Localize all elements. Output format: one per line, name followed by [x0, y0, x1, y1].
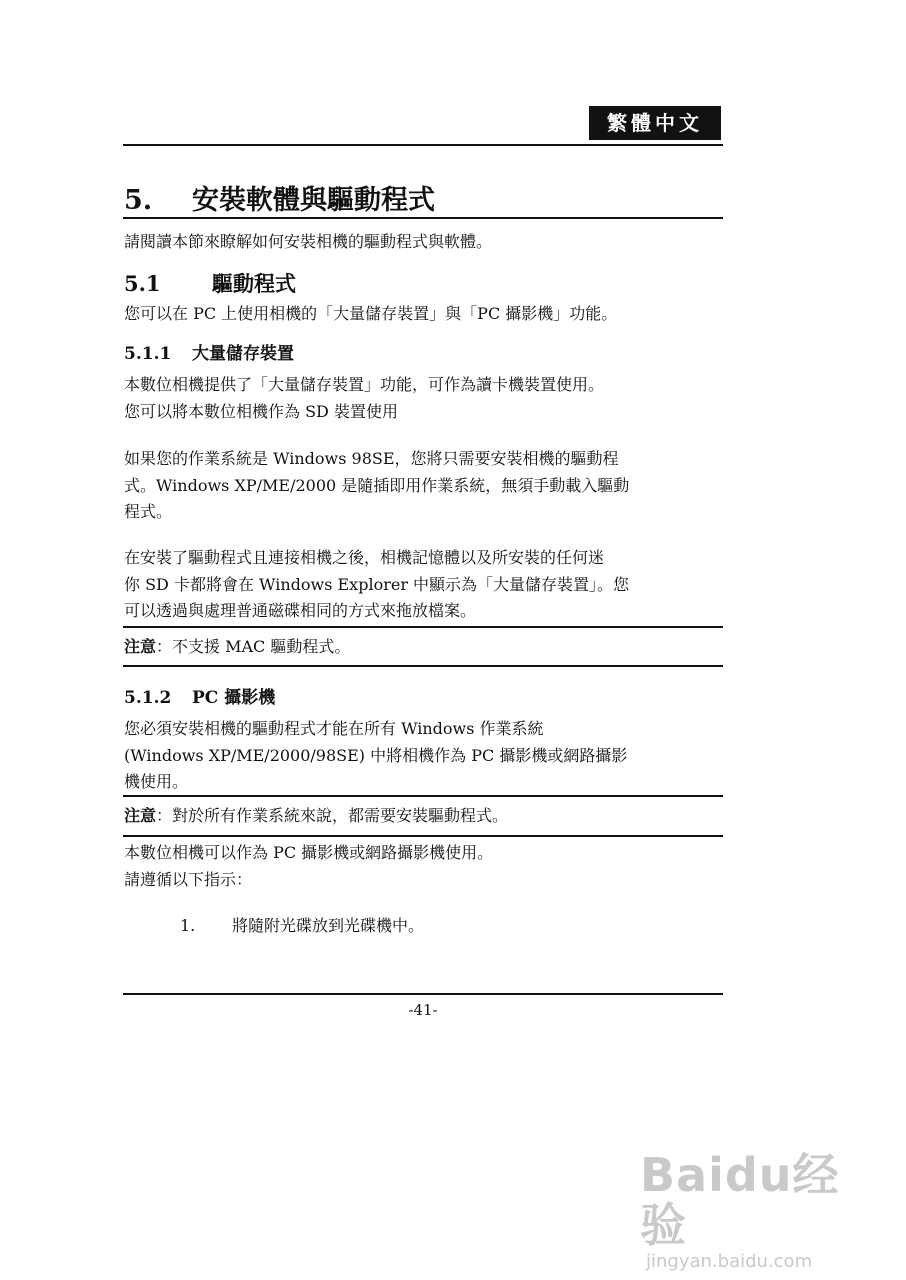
paragraph: [124, 446, 724, 526]
note-rule-top: [123, 626, 723, 628]
paragraph-line: 在安裝了驅動程式且連接相機之後，相機記憶體以及所安裝的任何迷: [124, 548, 605, 567]
paragraph-line: 可以透過與處理普通磁碟相同的方式來拖放檔案。: [124, 601, 477, 620]
paragraph-line: 機使用。: [124, 772, 189, 791]
paragraph-line: 程式。: [124, 502, 173, 521]
subsection-title: PC 攝影機: [192, 688, 276, 708]
page-number: -41-: [408, 1001, 438, 1019]
paragraph-line: 您可以將本數位相機作為 SD 裝置使用: [124, 401, 398, 421]
subsection-title: 大量儲存裝置: [192, 344, 294, 364]
note-text: ：不支援 MAC 驅動程式。: [156, 637, 351, 656]
note-rule-top: [123, 795, 723, 797]
paragraph-line: (Windows XP/ME/2000/98SE) 中將相機作為 PC 攝影機或網路攝影: [124, 745, 628, 765]
paragraph: [124, 716, 724, 796]
watermark-url: jingyan.baidu.com: [646, 1251, 813, 1272]
note-label: 注意: [124, 637, 157, 656]
note-rule-bottom: [123, 835, 723, 837]
subsection-heading-5-1-2: [124, 686, 275, 710]
paragraph-line: 您必須安裝相機的驅動程式才能在所有 Windows 作業系統: [124, 719, 544, 738]
subsection-heading-5-1-1: [124, 342, 294, 366]
header-rule: [123, 144, 723, 146]
paragraph-line: 如果您的作業系統是 Windows 98SE，您將只需要安裝相機的驅動程: [124, 449, 619, 468]
paragraph-line: 本數位相機提供了「大量儲存裝置」功能，可作為讀卡機裝置使用。: [124, 375, 605, 394]
section-title: 安裝軟體與驅動程式: [192, 185, 435, 216]
step-text: 將隨附光碟放到光碟機中。: [232, 916, 425, 935]
subsection-5-1-text: 您可以在 PC 上使用相機的「大量儲存裝置」與「PC 攝影機」功能。: [124, 304, 618, 323]
step-number: 1.: [180, 916, 196, 935]
section-heading-rule: [123, 217, 723, 219]
subsection-number: 5.1: [124, 271, 161, 296]
section-heading: [124, 184, 435, 218]
paragraph-line: 你 SD 卡都將會在 Windows Explorer 中顯示為「大量儲存裝置」。您: [124, 574, 630, 594]
subsection-number: 5.1.1: [124, 344, 172, 364]
language-tab: 繁體中文: [589, 106, 721, 140]
paragraph-line: 式。Windows XP/ME/2000 是隨插即用作業系統，無須手動載入驅動: [124, 475, 630, 495]
note: [124, 803, 508, 829]
subsection-number: 5.1.2: [124, 688, 172, 708]
note-label: 注意: [124, 806, 157, 825]
note: [124, 634, 350, 660]
paragraph: [124, 372, 724, 425]
section-number: 5.: [124, 185, 153, 216]
watermark-logo: Baidu经验: [640, 1148, 840, 1252]
paragraph: [124, 840, 724, 893]
watermark: [640, 1148, 880, 1272]
note-text: ：對於所有作業系統來說，都需要安裝驅動程式。: [156, 806, 509, 825]
paragraph-line: 本數位相機可以作為 PC 攝影機或網路攝影機使用。: [124, 843, 494, 862]
paragraph: [124, 545, 724, 625]
footer-rule: [123, 993, 723, 995]
section-intro: 請閱讀本節來瞭解如何安裝相機的驅動程式與軟體。: [124, 232, 493, 251]
paragraph-line: 請遵循以下指示：: [124, 869, 253, 889]
subsection-title: 驅動程式: [212, 271, 296, 296]
note-rule-bottom: [123, 665, 723, 667]
subsection-heading-5-1: [124, 270, 296, 298]
